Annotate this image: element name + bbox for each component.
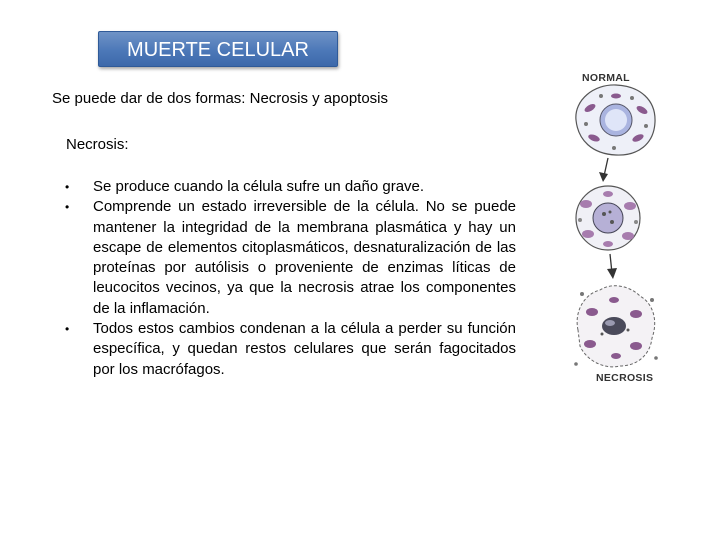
label-necrosis: NECROSIS	[596, 372, 654, 384]
bullet-item: • Todos estos cambios condenan a la célula a perder su función específica, y quedan restos celulares que serán fagocitados por los macrófagos.	[62, 319, 516, 380]
bullet-item: • Comprende un estado irreversible de la célula. No se puede mantener la integridad de la membrana plasmática y hay un escape de elementos citoplasmáticos, desnaturalización de las proteínas por autólisis o proveniente de enzimas líticas de leucocitos vecinos, ya que la necrosis atrae los componentes de la inflamación.	[62, 197, 516, 319]
label-normal: NORMAL	[582, 72, 630, 84]
cell-illustration	[566, 68, 666, 398]
swollen-cell	[576, 186, 640, 250]
necrotic-cell	[574, 286, 658, 367]
slide-title: MUERTE CELULAR	[98, 31, 338, 67]
cell-necrosis-figure	[566, 68, 666, 398]
section-heading: Necrosis:	[66, 136, 129, 153]
normal-cell	[576, 85, 655, 155]
slide-subtitle: Se puede dar de dos formas: Necrosis y apoptosis	[52, 90, 389, 107]
bullet-item: • Se produce cuando la célula sufre un daño grave.	[62, 177, 516, 197]
bullet-list	[62, 177, 516, 380]
